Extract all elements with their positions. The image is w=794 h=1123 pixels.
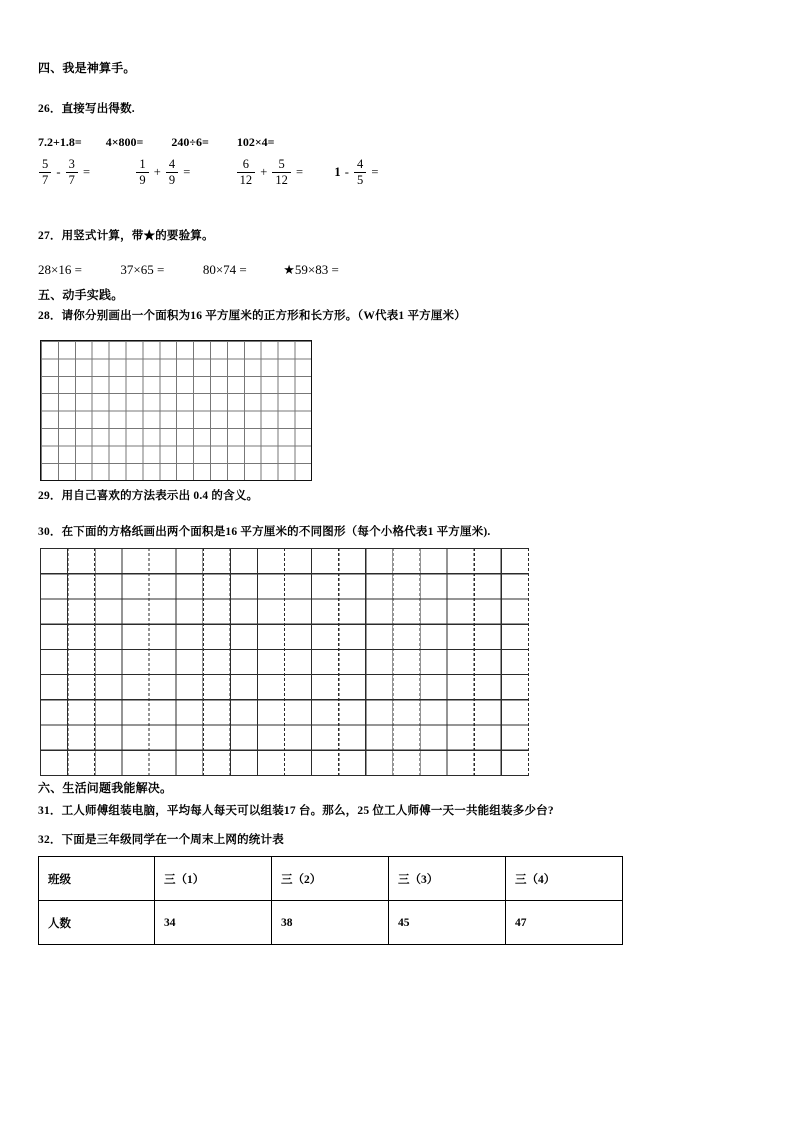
expr-27-2: 37×65 = (120, 262, 165, 277)
fraction-expression-1 (38, 158, 91, 187)
table-cell-class-4: 三（4） (506, 857, 623, 901)
table-row-class (39, 857, 623, 901)
fraction-4-right: $\frac{4}{5}$ (354, 158, 366, 187)
question-27-expressions (38, 262, 339, 278)
question-32-number: 32． (38, 834, 62, 846)
fraction-2-left: $\frac{1}{9}$ (136, 158, 148, 187)
fraction-3-right: $\frac{5}{12}$ (272, 158, 291, 187)
fraction-expression-2 (135, 158, 191, 187)
statistics-table (38, 856, 623, 945)
question-31-heading (38, 806, 554, 818)
question-26-arithmetic-row (38, 135, 275, 150)
fraction-1-equals: = (83, 165, 91, 180)
question-26-text: 直接写出得数. (61, 103, 135, 115)
question-28-number: 28． (38, 310, 62, 322)
question-32-text: 下面是三年级同学在一个周末上网的统计表 (61, 834, 284, 846)
table-cell-class-3: 三（3） (389, 857, 506, 901)
question-30-number: 30． (38, 526, 62, 538)
expr-26-3: 240÷6= (171, 135, 209, 149)
table-header-count-label: 人数 (39, 901, 155, 945)
fraction-3-equals: = (296, 165, 304, 180)
fraction-3-operator: + (260, 165, 268, 180)
table-header-class-label: 班级 (39, 857, 155, 901)
question-27-text: 用竖式计算，带★的要验算。 (61, 230, 214, 242)
fraction-2-operator: + (153, 165, 161, 180)
expr-26-1: 7.2+1.8= (38, 135, 82, 149)
fraction-4-equals: = (371, 165, 379, 180)
fraction-4-whole: 1 (334, 165, 341, 180)
question-32-heading (38, 835, 284, 847)
fraction-1-right: $\frac{3}{7}$ (66, 158, 78, 187)
question-26-fraction-row (38, 158, 379, 187)
fraction-expression-4 (334, 158, 379, 187)
expr-27-1: 28×16 = (38, 262, 82, 277)
answer-grid-large[interactable] (40, 548, 529, 776)
table-cell-class-1: 三（1） (155, 857, 272, 901)
expr-26-4: 102×4= (236, 135, 275, 149)
fraction-2-equals: = (183, 165, 191, 180)
table-row-count (39, 901, 623, 945)
fraction-4-operator: - (344, 165, 349, 180)
question-26-heading (38, 104, 135, 116)
fraction-1-left: $\frac{5}{7}$ (39, 158, 51, 187)
answer-grid-small[interactable] (40, 340, 312, 481)
question-28-heading (38, 311, 466, 323)
question-27-heading (38, 231, 214, 243)
question-29-text: 用自己喜欢的方法表示出 0.4 的含义。 (61, 490, 259, 502)
question-31-text: 工人师傅组装电脑，平均每人每天可以组装17 台。那么，25 位工人师傅一天一共能组装多少台? (61, 805, 554, 817)
fraction-1-operator: - (56, 165, 61, 180)
expr-27-3: 80×74 = (202, 262, 247, 277)
question-27-number: 27． (38, 230, 62, 242)
question-30-heading (38, 527, 491, 539)
expr-26-2: 4×800= (105, 135, 144, 149)
table-cell-count-2: 38 (272, 901, 389, 945)
section-heading-six: 六、生活问题我能解决。 (38, 781, 173, 795)
question-30-text: 在下面的方格纸画出两个面积是16 平方厘米的不同图形（每个小格代表1 平方厘米). (61, 526, 491, 538)
question-31-number: 31． (38, 805, 62, 817)
table-cell-count-1: 34 (155, 901, 272, 945)
fraction-expression-3 (236, 158, 305, 187)
table-cell-class-2: 三（2） (272, 857, 389, 901)
table-cell-count-4: 47 (506, 901, 623, 945)
expr-27-4: ★59×83 = (283, 262, 339, 277)
table-cell-count-3: 45 (389, 901, 506, 945)
question-29-heading (38, 491, 258, 503)
fraction-2-right: $\frac{4}{9}$ (166, 158, 178, 187)
fraction-3-left: $\frac{6}{12}$ (237, 158, 256, 187)
question-29-number: 29． (38, 490, 62, 502)
section-heading-four: 四、我是神算手。 (38, 61, 136, 75)
question-28-text: 请你分别画出一个面积为16 平方厘米的正方形和长方形。（W代表1 平方厘米） (61, 310, 466, 322)
section-heading-five: 五、动手实践。 (38, 288, 124, 302)
question-26-number: 26． (38, 103, 62, 115)
